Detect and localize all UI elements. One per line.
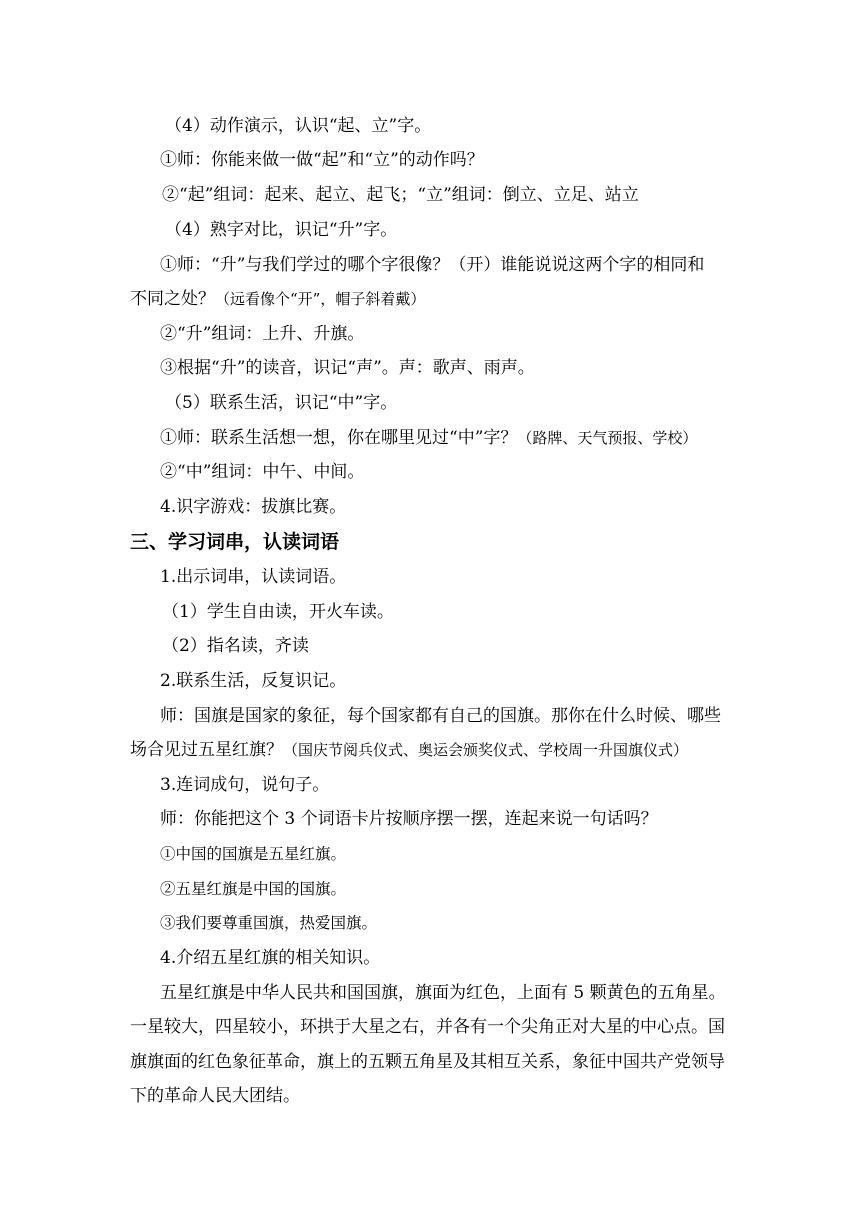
step-4-flag-knowledge: 4.介绍五星红旗的相关知识。 — [160, 948, 381, 968]
flag-paragraph-line-3: 旗旗面的红色象征革命，旗上的五颗五角星及其相互关系，象征中国共产党领导 — [130, 1052, 725, 1072]
step-3-sentences: 3.连词成句，说句子。 — [160, 775, 330, 795]
sentence-3: ③我们要尊重国旗，热爱国旗。 — [160, 914, 378, 932]
sheng-question-tail: 不同之处？ — [130, 289, 215, 309]
flag-question-continued — [130, 739, 688, 761]
item-1-sheng-question: ①师：“升”与我们学过的哪个字很像？（开）谁能说说这两个字的相同和 — [160, 255, 705, 275]
sub-1-free-reading: （1）学生自由读，开火车读。 — [162, 602, 394, 622]
step-4-actions: （4）动作演示，认识“起、立”字。 — [165, 116, 432, 136]
item-1-teacher-question: ①师：你能来做一做“起”和“立”的动作吗？ — [160, 150, 484, 170]
sentence-2: ②五星红旗是中国的国旗。 — [160, 880, 347, 898]
flag-paragraph-line-1: 五星红旗是中华人民共和国国旗，旗面为红色，上面有 5 颗黄色的五角星。 — [160, 983, 726, 1003]
item-3-sheng-sound: ③根据“升”的读音，识记“声”。声：歌声、雨声。 — [160, 358, 535, 378]
step-4-game: 4.识字游戏：拔旗比赛。 — [160, 497, 347, 517]
zhong-question-text: ①师：联系生活想一想，你在哪里见过“中”字？ — [160, 428, 518, 448]
flag-paragraph-line-4: 下的革命人民大团结。 — [130, 1086, 300, 1106]
zhong-note: （路牌、天气预报、学校） — [517, 429, 698, 447]
step-1-show-words: 1.出示词串，认读词语。 — [160, 567, 347, 587]
flag-note: （国庆节阅兵仪式、奥运会颁奖仪式、学校周一升国旗仪式） — [283, 741, 689, 759]
sheng-question-continued — [130, 288, 425, 310]
step-4-compare: （4）熟字对比，识记“升”字。 — [165, 220, 398, 240]
section-3-heading: 三、学习词串，认读词语 — [130, 531, 340, 553]
step-5-zhong: （5）联系生活，识记“中”字。 — [165, 393, 398, 413]
item-1-zhong-question — [160, 427, 697, 449]
step-2-connect-life: 2.联系生活，反复识记。 — [160, 671, 347, 691]
flag-paragraph-line-2: 一星较大，四星较小，环拱于大星之右，并各有一个尖角正对大星的中心点。国 — [130, 1017, 725, 1037]
sub-2-named-reading: （2）指名读，齐读 — [162, 636, 309, 656]
card-question: 师：你能把这个 3 个词语卡片按顺序摆一摆，连起来说一句话吗？ — [160, 809, 658, 829]
item-2-sheng-words: ②“升”组词：上升、升旗。 — [160, 324, 365, 344]
sentence-1: ①中国的国旗是五星红旗。 — [160, 845, 347, 863]
flag-question: 师：国旗是国家的象征，每个国家都有自己的国旗。那你在什么时候、哪些 — [160, 706, 721, 726]
item-2-word-groups: ②“起”组词：起来、起立、起飞；“立”组词：倒立、立足、站立 — [162, 185, 639, 205]
sheng-note: （远看像个“开”，帽子斜着戴） — [215, 290, 426, 308]
flag-question-tail: 场合见过五星红旗？ — [130, 740, 283, 760]
item-2-zhong-words: ②“中”组词：中午、中间。 — [160, 462, 365, 482]
